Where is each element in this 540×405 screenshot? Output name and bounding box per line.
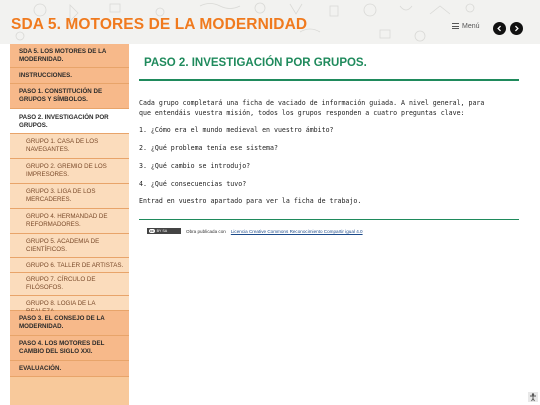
- sidebar-item-grupo1[interactable]: [10, 134, 129, 159]
- sidebar-item-label: MODERNIDAD.: [19, 323, 64, 331]
- sidebar-item-label: CIENTÍFICOS.: [26, 246, 67, 254]
- menu-button[interactable]: [452, 22, 480, 30]
- sidebar-nav: [10, 44, 129, 405]
- sidebar-item-label: PASO 3. EL CONSEJO DE LA: [19, 315, 105, 322]
- sidebar-item-grupo4[interactable]: [10, 209, 129, 234]
- previous-page-button[interactable]: [493, 22, 506, 35]
- sidebar-item-label: PASO 4. LOS MOTORES DEL: [19, 340, 105, 347]
- question-1: 1. ¿Cómo era el mundo medieval en vuestro ámbito?: [139, 126, 334, 134]
- hamburger-icon: [452, 22, 459, 30]
- question-2: 2. ¿Qué problema tenía ese sistema?: [139, 144, 278, 152]
- sidebar-item-label: CAMBIO DEL SIGLO XXI.: [19, 348, 93, 356]
- sidebar-item-label: GRUPO 1. CASA DE LOS: [26, 138, 99, 145]
- intro-line: que entendáis vuestra misión, todos los grupos responden a cuatro preguntas clave:: [139, 109, 465, 117]
- chevron-right-icon: [513, 25, 520, 32]
- accessibility-icon[interactable]: [528, 392, 538, 402]
- sidebar-item-label: GRUPOS.: [19, 122, 48, 130]
- sidebar-item-label: INSTRUCCIONES.: [19, 72, 72, 79]
- sidebar-item-label: PASO 2. INVESTIGACIÓN POR: [19, 114, 109, 121]
- license-notice: [147, 228, 363, 234]
- sidebar-item-label: FILÓSOFOS.: [26, 284, 64, 292]
- sidebar-item-label: GRUPO 5. ACADEMIA DE: [26, 238, 100, 245]
- footer-divider: [139, 219, 519, 220]
- sidebar-item-grupo8[interactable]: [10, 296, 129, 311]
- sidebar-item-label: NAVEGANTES.: [26, 146, 70, 154]
- page-title: PASO 2. INVESTIGACIÓN POR GRUPOS.: [144, 57, 367, 69]
- sidebar-item-label: MODERNIDAD.: [19, 56, 64, 64]
- site-title[interactable]: SDA 5. MOTORES DE LA MODERNIDAD: [11, 16, 308, 33]
- sidebar-item-label: EVALUACIÓN.: [19, 365, 62, 372]
- sidebar-item-grupo2[interactable]: [10, 159, 129, 184]
- intro-line: Cada grupo completará una ficha de vaciado de información guiada. A nivel general, para: [139, 99, 485, 107]
- sidebar-item-label: GRUPO 7. CÍRCULO DE: [26, 276, 96, 283]
- sidebar-item-grupo6[interactable]: [10, 258, 129, 273]
- sidebar-item-sda5-overview[interactable]: [10, 44, 129, 68]
- sidebar-item-evaluacion[interactable]: [10, 361, 129, 377]
- sidebar-item-label: GRUPO 8. LOGIA DE LA: [26, 300, 96, 307]
- license-link[interactable]: Licencia Creative Commons Reconocimiento Compartir igual 4.0: [230, 228, 363, 234]
- closing-paragraph: Entrad en vuestro apartado para ver la ficha de trabajo.: [139, 197, 362, 205]
- chevron-left-icon: [496, 25, 503, 32]
- sidebar-item-label: MERCADERES.: [26, 196, 72, 204]
- sidebar-item-label: GRUPO 3. LIGA DE LOS: [26, 188, 96, 195]
- sidebar-item-label: PASO 1. CONSTITUCIÓN DE: [19, 88, 103, 95]
- sidebar-item-label: GRUPOS Y SÍMBOLOS.: [19, 96, 88, 104]
- question-4: 4. ¿Qué consecuencias tuvo?: [139, 180, 247, 188]
- sidebar-item-label: GRUPO 4. HERMANDAD DE: [26, 213, 108, 220]
- next-page-button[interactable]: [510, 22, 523, 35]
- sidebar-item-grupo3[interactable]: [10, 184, 129, 209]
- menu-label: Menú: [462, 22, 480, 30]
- sidebar-item-grupo5[interactable]: [10, 234, 129, 258]
- main-content: [129, 44, 540, 405]
- sidebar-item-instrucciones[interactable]: [10, 68, 129, 84]
- cc-by-sa-icon[interactable]: cc BY SA: [147, 228, 181, 234]
- sidebar-item-label: GRUPO 2. GREMIO DE LOS: [26, 163, 107, 170]
- sidebar-item-paso3[interactable]: [10, 311, 129, 336]
- site-header: [0, 0, 540, 44]
- question-3: 3. ¿Qué cambio se introdujo?: [139, 162, 251, 170]
- sidebar-item-label: SDA 5. LOS MOTORES DE LA: [19, 48, 107, 55]
- sidebar-item-grupo7[interactable]: [10, 273, 129, 296]
- sidebar-item-label: IMPRESORES.: [26, 171, 69, 179]
- license-prefix: Obra publicada con: [186, 228, 226, 234]
- sidebar-item-paso4[interactable]: [10, 336, 129, 361]
- sidebar-item-label: GRUPO 6. TALLER DE ARTISTAS.: [26, 262, 124, 269]
- sidebar-item-label: REFORMADORES.: [26, 221, 81, 229]
- sidebar-item-paso2[interactable]: [10, 109, 129, 134]
- intro-paragraph: [139, 98, 523, 118]
- sidebar-item-paso1[interactable]: [10, 84, 129, 109]
- title-divider: [139, 79, 519, 81]
